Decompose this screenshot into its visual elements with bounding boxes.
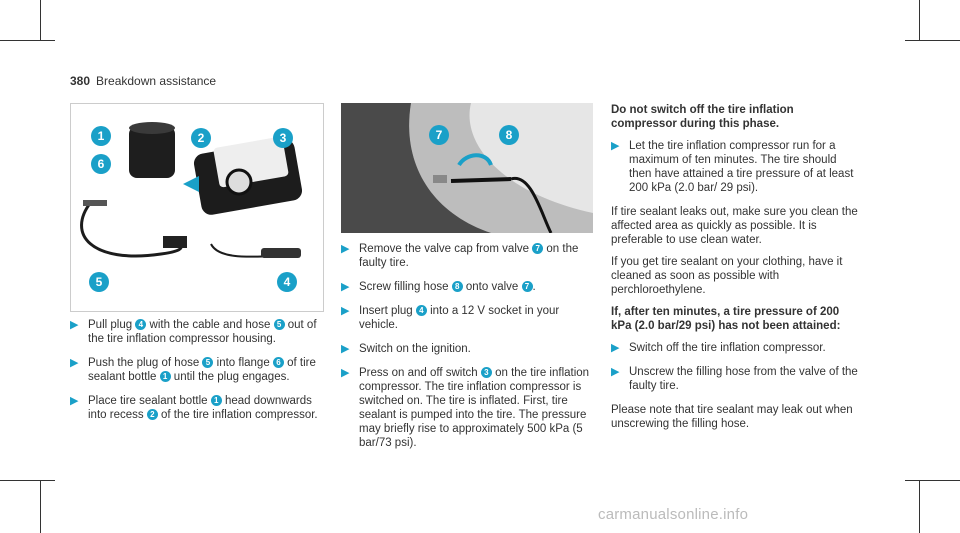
step-text: into flange [213, 357, 273, 369]
step [341, 280, 593, 294]
crop-mark [0, 40, 55, 41]
step-text: Let the tire inflation compressor run for a maximum of ten minutes. The tire should then have attained a tire pressure of at least 200 kPa (2.0 bar/ 29 psi). [629, 140, 854, 194]
step-text: on the faulty tire. [359, 243, 579, 269]
callout-ref: 7 [532, 243, 543, 254]
callout-ref: 2 [147, 409, 158, 420]
callout-4: 4 [277, 272, 297, 292]
step [341, 342, 593, 356]
callout-ref: 4 [416, 305, 427, 316]
arrow-right-icon: ▶ [70, 357, 79, 369]
step-text: Place tire sealant bottle [88, 395, 211, 407]
step-text: Screw filling hose [359, 281, 452, 293]
crop-mark [0, 480, 55, 481]
paragraph: Please note that tire sealant may leak out when unscrewing the filling hose. [611, 404, 853, 430]
callout-2: 2 [191, 128, 211, 148]
callout-ref: 1 [160, 371, 171, 382]
step [611, 365, 859, 393]
crop-mark [905, 40, 960, 41]
step-text: Switch on the ignition. [359, 343, 471, 355]
step-text: onto valve [462, 281, 522, 293]
step-text: head downwards into recess [88, 395, 312, 421]
page-number: 380 [70, 74, 91, 88]
arrow-right-icon: ▶ [611, 140, 620, 152]
step-text: until the plug engages. [170, 371, 290, 383]
arrow-right-icon: ▶ [341, 305, 350, 317]
column-1-steps [70, 318, 322, 432]
step-text: on the tire inflation compressor. The tire inflation compressor is switched on. The tire is inflated. First, tire sealant is pumped into the tire. The pressure may briefly rise to approximately 500 kPa (5 bar/73 psi). [359, 367, 590, 449]
valve-illustration [341, 103, 593, 233]
page-header [70, 74, 216, 88]
arrow-right-icon: ▶ [70, 319, 79, 331]
valve-drawing [341, 103, 593, 233]
callout-ref: 8 [452, 281, 463, 292]
crop-mark [919, 480, 920, 533]
step [341, 242, 593, 270]
column-3 [611, 103, 859, 439]
step-text: . [532, 281, 536, 293]
callout-ref: 3 [481, 367, 492, 378]
callout-ref: 7 [522, 281, 533, 292]
step-text: Switch off the tire inflation compressor. [629, 342, 826, 354]
watermark: carmanualsonline.info [598, 506, 749, 523]
step-text: Press on and off switch [359, 367, 481, 379]
step [70, 318, 322, 346]
callout-ref: 1 [211, 395, 222, 406]
step [611, 139, 859, 195]
arrow-right-icon: ▶ [611, 342, 620, 354]
step-text: Remove the valve cap from valve [359, 243, 533, 255]
step-text: Push the plug of hose [88, 357, 203, 369]
arrow-right-icon: ▶ [70, 395, 79, 407]
paragraph: If tire sealant leaks out, make sure you clean the affected area as quickly as possible. It is preferable to use clean water. [611, 206, 858, 246]
step-text: Unscrew the filling hose from the valve of the faulty tire. [629, 366, 858, 392]
step-text: into a 12 V socket in your vehicle. [359, 305, 560, 331]
warning-heading: Do not switch off the tire inflation compressor during this phase. [611, 104, 794, 130]
column-2-steps [341, 242, 593, 460]
section-title: Breakdown assistance [96, 74, 217, 88]
step [341, 304, 593, 332]
step [341, 366, 593, 450]
step-text: with the cable and hose [146, 319, 274, 331]
callout-ref: 6 [273, 357, 284, 368]
arrow-right-icon: ▶ [341, 243, 350, 255]
step-text: of the tire inflation compressor. [157, 409, 318, 421]
crop-mark [905, 480, 960, 481]
step-text: of tire sealant bottle [88, 357, 316, 383]
callout-5: 5 [89, 272, 109, 292]
crop-mark [919, 0, 920, 40]
step-text: Pull plug [88, 319, 136, 331]
step [70, 394, 322, 422]
paragraph: If you get tire sealant on your clothing, have it cleaned as soon as possible with perchloroethylene. [611, 256, 843, 296]
crop-mark [40, 0, 41, 40]
step [611, 341, 859, 355]
step-text: Insert plug [359, 305, 416, 317]
arrow-right-icon: ▶ [341, 367, 350, 379]
arrow-right-icon: ▶ [341, 343, 350, 355]
crop-mark [40, 480, 41, 533]
step-text: out of the tire inflation compressor housing. [88, 319, 317, 345]
callout-6: 6 [91, 154, 111, 174]
arrow-right-icon: ▶ [341, 281, 350, 293]
callout-1: 1 [91, 126, 111, 146]
compressor-illustration [70, 103, 324, 312]
callout-8: 8 [499, 125, 519, 145]
callout-ref: 5 [202, 357, 213, 368]
callout-ref: 4 [135, 319, 146, 330]
callout-3: 3 [273, 128, 293, 148]
condition-heading: If, after ten minutes, a tire pressure of 200 kPa (2.0 bar/29 psi) has not been attained: [611, 306, 841, 332]
step [70, 356, 322, 384]
arrow-right-icon: ▶ [611, 366, 620, 378]
callout-7: 7 [429, 125, 449, 145]
callout-ref: 5 [274, 319, 285, 330]
